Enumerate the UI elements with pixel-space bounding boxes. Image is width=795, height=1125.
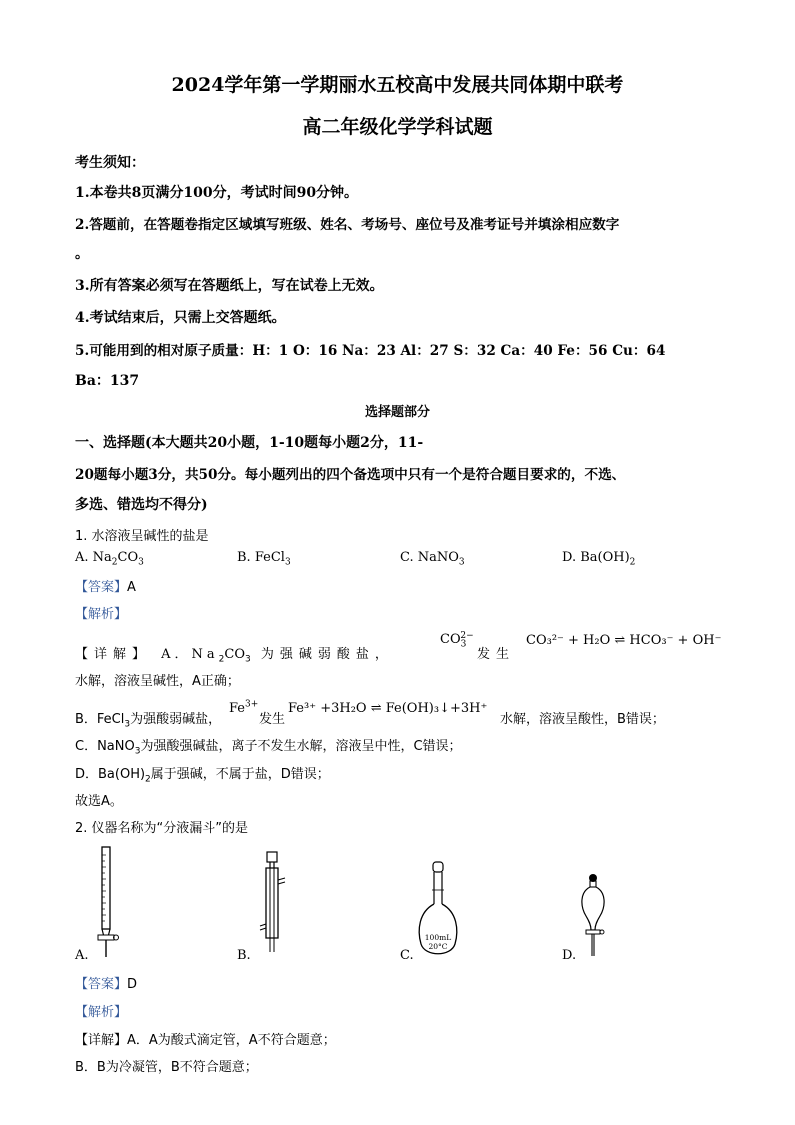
- q1-option-b: B. FeCl$_3$: [237, 550, 291, 568]
- exam-subtitle: 高二年级化学学科试题: [302, 116, 493, 138]
- notice-heading: 考生须知：: [75, 155, 145, 171]
- flask-temperature-label: 20°C: [428, 942, 448, 951]
- q1-detail-a-happen: 发生: [477, 647, 516, 662]
- q2-option-d: D.: [562, 948, 577, 963]
- q2-option-c: C.: [400, 948, 414, 963]
- q2-answer: 【答案】D: [75, 977, 138, 992]
- q1-stem: 1. 水溶液呈碱性的盐是: [75, 529, 209, 544]
- notice-item-1: 1.本卷共8页满分100分，考试时间90分钟。: [75, 185, 359, 201]
- q1-conclusion: 故选A。: [75, 794, 123, 809]
- notice-item-2-end: 。: [75, 246, 89, 262]
- q1-detail-b: B．FeCl$_3$为强酸弱碱盐，: [75, 712, 222, 730]
- q1-detail-a-line1: 【详解】 A．$Na_2CO_3$ 为强碱弱酸盐，: [75, 647, 394, 665]
- notice-item-2: 2.答题前，在答题卷指定区域填写班级、姓名、考场号、座位号及准考证号并填涂相应数字: [75, 217, 620, 233]
- q2-detail-b: B．B为冷凝管，B不符合题意；: [75, 1060, 258, 1075]
- condenser-image: [258, 850, 288, 960]
- notice-item-5-cont: Ba：137: [75, 373, 140, 389]
- q1-option-d: D. $Ba(OH)_2$: [562, 550, 636, 568]
- q2-stem: 2. 仪器名称为“分液漏斗”的是: [75, 821, 249, 836]
- q1-detail-a-line2: 水解，溶液呈碱性，A正确；: [75, 674, 240, 689]
- q2-analysis-tag: 【解析】: [75, 1005, 128, 1020]
- q2-option-a: A.: [75, 948, 89, 963]
- q1-detail-b-ion: $Fe^{3+}$: [229, 699, 259, 716]
- q1-answer: 【答案】A: [75, 580, 136, 595]
- notice-item-4: 4.考试结束后，只需上交答题纸。: [75, 310, 286, 326]
- exam-title: 2024学年第一学期丽水五校高中发展共同体期中联考: [171, 74, 624, 96]
- q1-hydrolysis-equation-b: Fe³⁺ +3H₂O ⇌ Fe(OH)₃↓+3H⁺: [288, 701, 488, 716]
- part1-instructions-2: 20题每小题3分，共50分。每小题列出的四个备选项中只有一个是符合题目要求的，不选、: [75, 467, 626, 483]
- separatory-funnel-image: [578, 872, 608, 960]
- part1-instructions-1: 一、选择题(本大题共20小题，1-10题每小题2分，11-: [75, 435, 424, 451]
- q1-detail-b-tail: 水解，溶液呈酸性，B错误；: [500, 712, 665, 727]
- q2-option-b: B.: [237, 948, 251, 963]
- notice-item-5: 5.可能用到的相对原子质量：H：1 O：16 Na：23 Al：27 S：32 Ca：40 Fe：56 Cu：64: [75, 343, 666, 359]
- q1-detail-d: D．$Ba(OH)_2$属于强碱，不属于盐，D错误；: [75, 767, 330, 785]
- q1-detail-a-ion: $CO_3^{2-}$: [440, 630, 474, 650]
- q1-option-c: C. NaNO$_3$: [400, 550, 465, 568]
- flask-volume-label: 100mL: [424, 933, 452, 942]
- volumetric-flask-image: [415, 860, 461, 960]
- q1-detail-b-happen: 发生: [259, 712, 286, 727]
- q1-hydrolysis-equation-a: CO₃²⁻ + H₂O ⇌ HCO₃⁻ + OH⁻: [526, 633, 722, 648]
- q1-detail-c: C．NaNO$_3$为强酸强碱盐，离子不发生水解，溶液呈中性，C错误；: [75, 739, 462, 757]
- q1-option-a: A. $Na_2CO_3$: [75, 550, 144, 568]
- q2-detail-a: 【详解】A．A为酸式滴定管，A不符合题意；: [75, 1033, 336, 1048]
- burette-image: [92, 845, 122, 960]
- notice-item-3: 3.所有答案必须写在答题纸上，写在试卷上无效。: [75, 278, 384, 294]
- q1-analysis-tag: 【解析】: [75, 607, 128, 622]
- section-heading: 选择题部分: [364, 405, 430, 420]
- part1-instructions-3: 多选、错选均不得分): [75, 497, 208, 513]
